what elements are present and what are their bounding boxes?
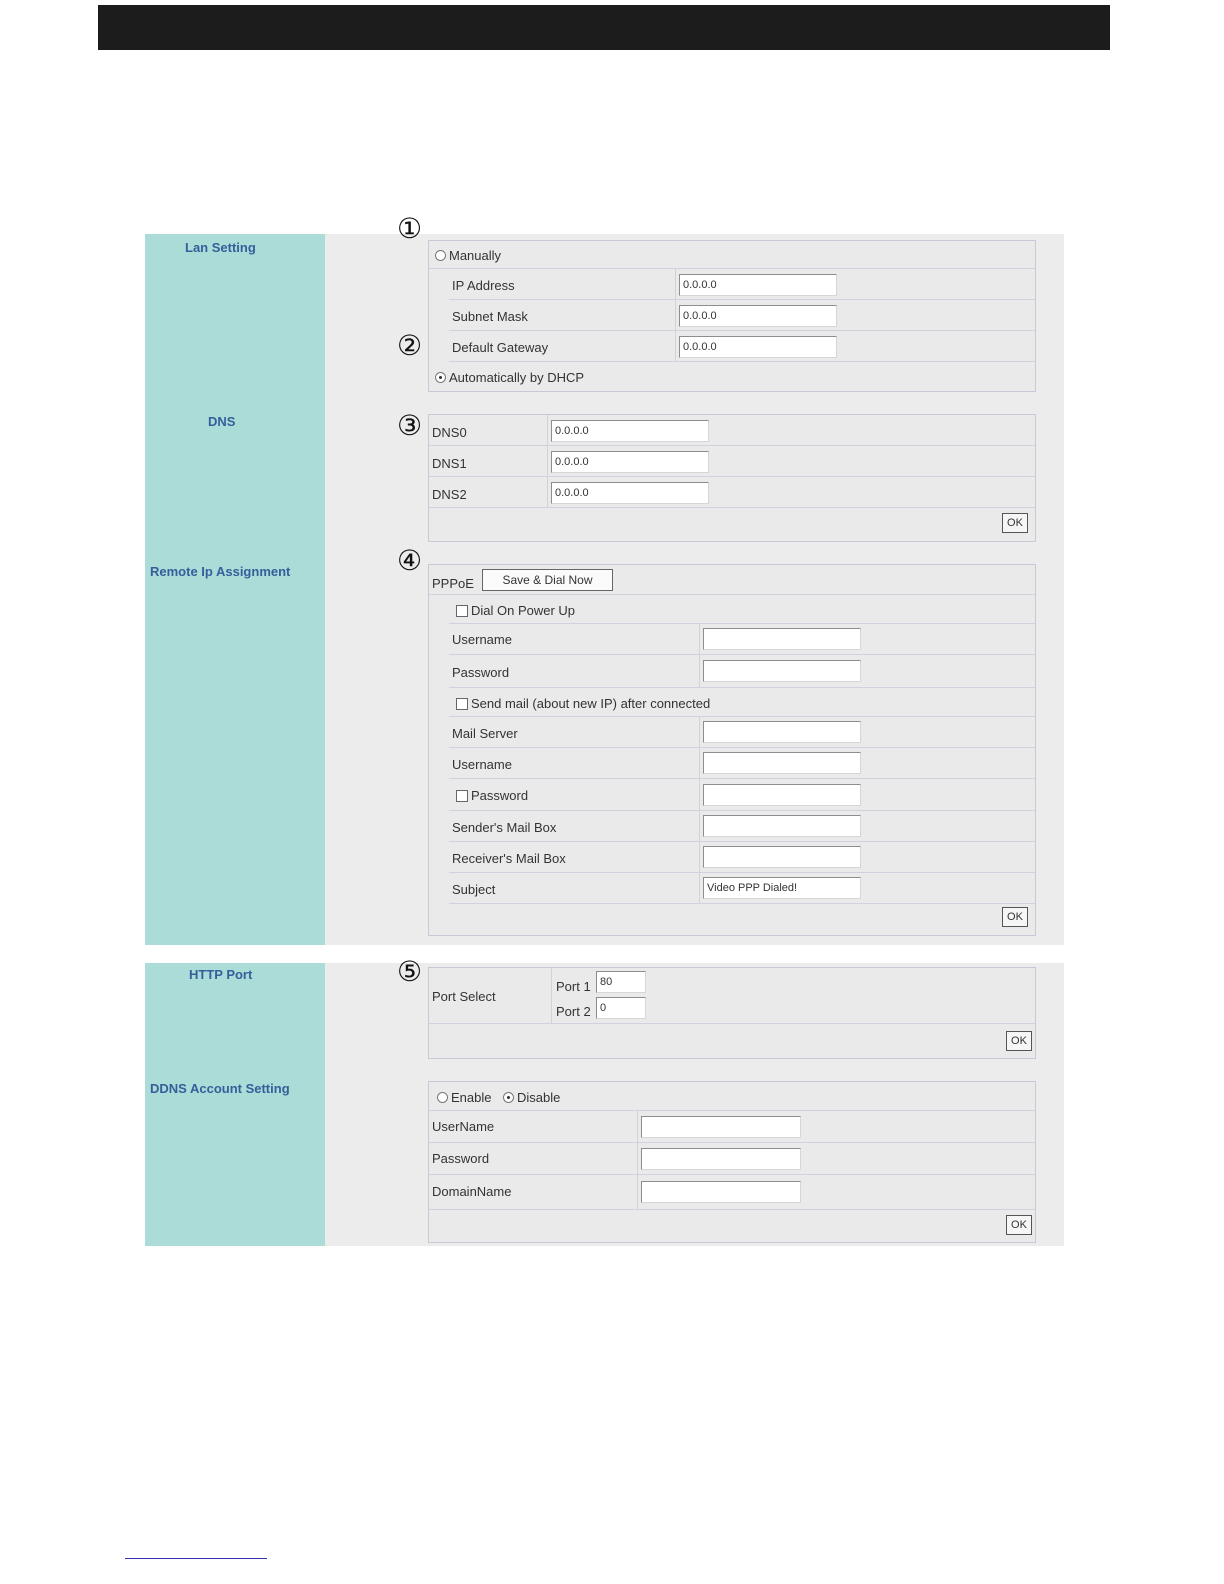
manually-label: Manually: [449, 248, 502, 263]
send-mail-option[interactable]: [456, 696, 710, 711]
pppoe-ok-button[interactable]: OK: [1002, 907, 1028, 927]
pppoe-password-input[interactable]: [703, 660, 861, 682]
default-gateway-input[interactable]: [679, 336, 837, 358]
port-select-label: Port Select: [432, 989, 496, 1004]
sidebar-label-dns: DNS: [208, 414, 236, 429]
dns2-input[interactable]: [551, 482, 709, 504]
dhcp-label: Automatically by DHCP: [449, 370, 585, 385]
row-mail-server: [449, 717, 1035, 748]
row-ddns-enable: [429, 1082, 1035, 1111]
subnet-mask-input[interactable]: [679, 305, 837, 327]
default-gateway-label: Default Gateway: [452, 340, 549, 355]
row-dhcp: [429, 362, 1035, 392]
row-manually: [429, 241, 1035, 269]
port1-label: Port 1: [556, 979, 591, 994]
subnet-mask-label: Subnet Mask: [452, 309, 528, 324]
ip-address-label: IP Address: [452, 278, 515, 293]
ddns-username-input[interactable]: [641, 1116, 801, 1138]
dhcp-radio-option[interactable]: [435, 370, 584, 385]
pppoe-username-input[interactable]: [703, 628, 861, 650]
receiver-mail-box-input[interactable]: [703, 846, 861, 868]
dns0-label: DNS0: [432, 425, 467, 440]
ddns-box: [428, 1081, 1036, 1243]
ip-address-input[interactable]: [679, 274, 837, 296]
ddns-enable-radio[interactable]: [437, 1092, 448, 1103]
port2-input[interactable]: [596, 997, 646, 1019]
step-marker-5: ⑤: [397, 955, 423, 988]
receiver-mail-box-label: Receiver's Mail Box: [452, 851, 566, 866]
row-ddns-domain: [429, 1175, 1035, 1210]
dhcp-radio[interactable]: [435, 372, 446, 383]
network-settings-panel: [145, 234, 1064, 945]
ddns-disable-label: Disable: [517, 1090, 561, 1105]
pppoe-username-label: Username: [452, 632, 512, 647]
dns1-label: DNS1: [432, 456, 467, 471]
row-ip-address: [449, 269, 1035, 300]
header-bar: [98, 5, 1110, 50]
mail-server-label: Mail Server: [452, 726, 518, 741]
sidebar-label-remote-ip: Remote Ip Assignment: [150, 564, 291, 579]
row-ddns-username: [429, 1111, 1035, 1143]
dns-ok-button[interactable]: OK: [1002, 513, 1028, 533]
row-dns2: [429, 477, 1035, 508]
step-marker-4: ④: [397, 544, 423, 577]
dns0-input[interactable]: [551, 420, 709, 442]
row-subject: [449, 873, 1035, 904]
send-mail-checkbox[interactable]: [456, 698, 468, 710]
ddns-password-label: Password: [432, 1151, 490, 1166]
ddns-disable-radio[interactable]: [503, 1092, 514, 1103]
row-receiver-mail-box: [449, 842, 1035, 873]
http-port-ok-button[interactable]: OK: [1006, 1031, 1032, 1051]
subject-label: Subject: [452, 882, 496, 897]
port1-input[interactable]: [596, 971, 646, 993]
sender-mail-box-input[interactable]: [703, 815, 861, 837]
row-port-select: [429, 968, 1035, 1024]
mail-password-checkbox[interactable]: [456, 790, 468, 802]
ddns-ok-button[interactable]: OK: [1006, 1215, 1032, 1235]
row-sender-mail-box: [449, 811, 1035, 842]
row-ddns-password: [429, 1143, 1035, 1175]
dns1-input[interactable]: [551, 451, 709, 473]
mail-username-input[interactable]: [703, 752, 861, 774]
http-port-box: [428, 967, 1036, 1059]
step-marker-3: ③: [397, 409, 423, 442]
port-ddns-panel: [145, 963, 1064, 1246]
row-send-mail: [449, 688, 1035, 717]
sidebar-label-ddns: DDNS Account Setting: [150, 1081, 290, 1096]
step-marker-2: ②: [397, 329, 423, 362]
row-subnet-mask: [449, 300, 1035, 331]
mail-username-label: Username: [452, 757, 512, 772]
save-dial-now-button[interactable]: Save & Dial Now: [482, 569, 613, 591]
row-default-gateway: [449, 331, 1035, 362]
ddns-enable-option[interactable]: [437, 1090, 491, 1105]
dns-box: [428, 414, 1036, 542]
port2-label: Port 2: [556, 1004, 591, 1019]
pppoe-box: [428, 564, 1036, 936]
row-mail-password: [449, 779, 1035, 811]
row-mail-username: [449, 748, 1035, 779]
lan-setting-box: [428, 240, 1036, 392]
pppoe-label: PPPoE: [432, 576, 474, 591]
dns2-label: DNS2: [432, 487, 467, 502]
mail-password-input[interactable]: [703, 784, 861, 806]
row-pppoe-header: [429, 565, 1035, 595]
row-pppoe-username: [449, 624, 1035, 655]
mail-server-input[interactable]: [703, 721, 861, 743]
sidebar-label-lan: Lan Setting: [185, 240, 256, 255]
footer-underline: [125, 1558, 267, 1559]
dial-on-power-up-label: Dial On Power Up: [471, 603, 576, 618]
ddns-enable-label: Enable: [451, 1090, 492, 1105]
ddns-disable-option[interactable]: [503, 1090, 560, 1105]
step-marker-1: ①: [397, 212, 423, 245]
dial-on-power-up-checkbox[interactable]: [456, 605, 468, 617]
row-dns1: [429, 446, 1035, 477]
row-dns0: [429, 415, 1035, 446]
ddns-password-input[interactable]: [641, 1148, 801, 1170]
row-dial-on-power-up: [449, 595, 1035, 624]
mail-password-label: Password: [471, 788, 529, 803]
ddns-username-label: UserName: [432, 1119, 495, 1134]
pppoe-password-label: Password: [452, 665, 510, 680]
dial-on-power-up-option[interactable]: [456, 603, 575, 618]
row-pppoe-password: [449, 655, 1035, 688]
sidebar: [145, 234, 325, 945]
sender-mail-box-label: Sender's Mail Box: [452, 820, 557, 835]
sidebar: [145, 963, 325, 1246]
mail-password-option[interactable]: [456, 788, 528, 803]
sidebar-label-http-port: HTTP Port: [189, 967, 253, 982]
send-mail-label: Send mail (about new IP) after connected: [471, 696, 711, 711]
subject-input[interactable]: [703, 877, 861, 899]
manually-radio-option[interactable]: [435, 248, 501, 263]
ddns-domain-input[interactable]: [641, 1181, 801, 1203]
ddns-domain-label: DomainName: [432, 1184, 512, 1199]
manually-radio[interactable]: [435, 250, 446, 261]
